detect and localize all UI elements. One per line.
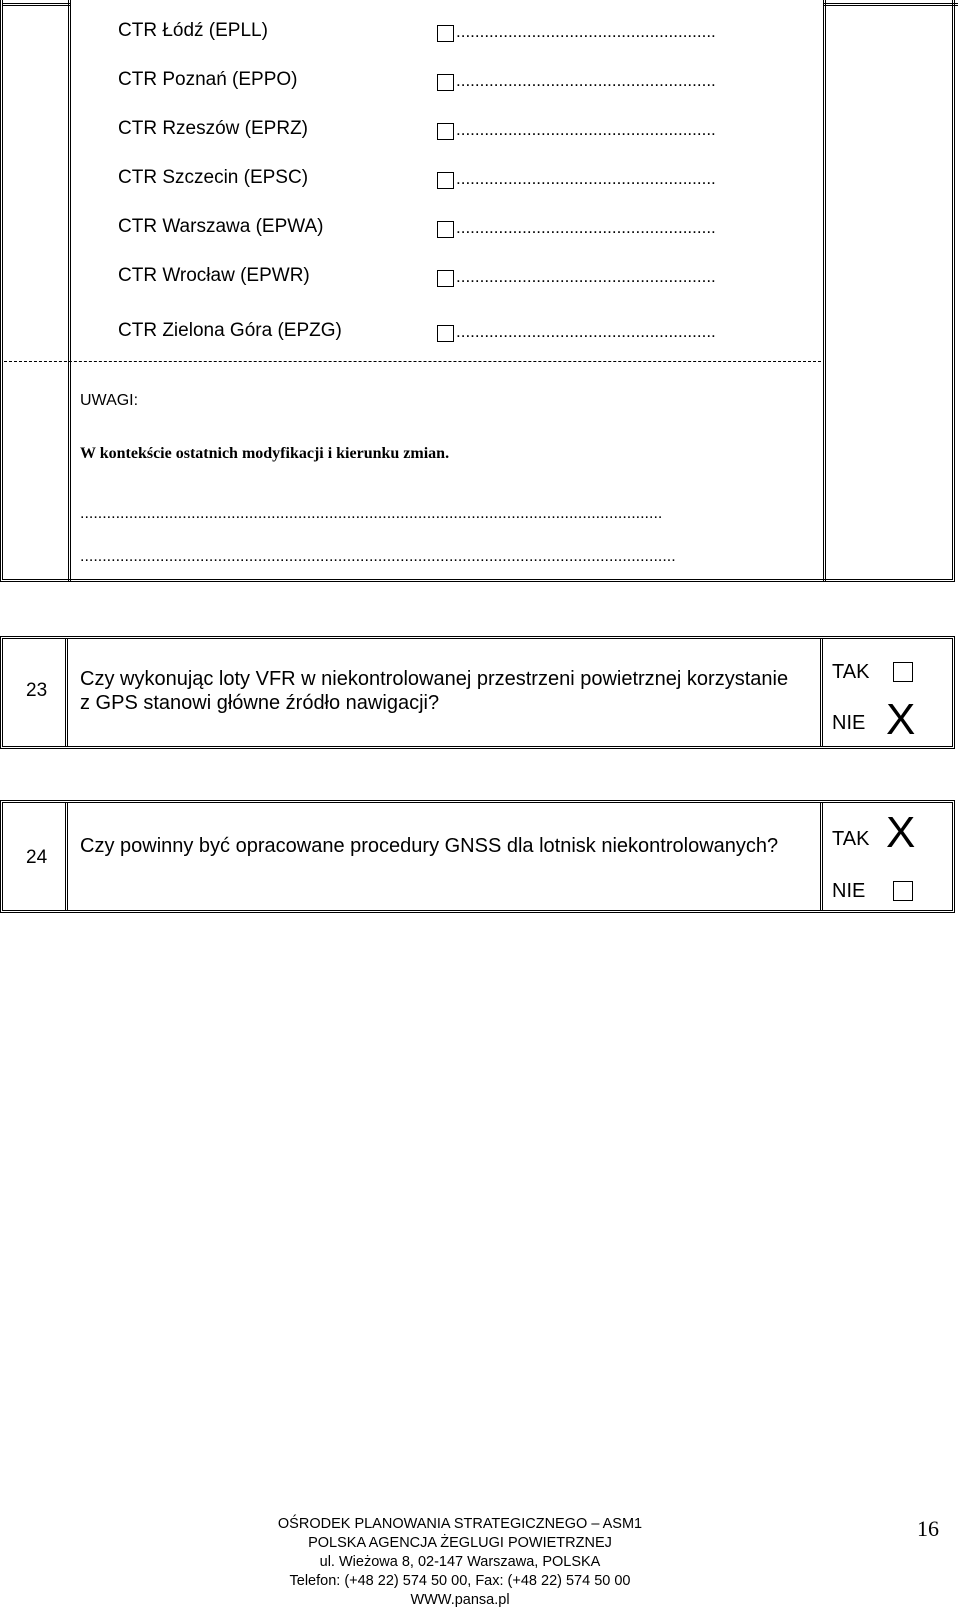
- footer-website[interactable]: WWW.pansa.pl: [410, 1592, 510, 1608]
- no-checkbox[interactable]: [893, 881, 913, 901]
- page-number: 16: [917, 1516, 939, 1541]
- yes-label: TAK: [832, 828, 870, 850]
- ctr-option[interactable]: [437, 20, 716, 42]
- answer-dots: .......................................................: [456, 169, 716, 188]
- yes-mark[interactable]: X: [886, 808, 916, 857]
- answer-dots: .......................................................: [456, 71, 716, 90]
- checkbox[interactable]: [437, 270, 454, 287]
- remarks-line-2[interactable]: ......................................................................................................................................: [80, 548, 676, 565]
- footer-phone: Telefon: (+48 22) 574 50 00, Fax: (+48 22) 574 50 00: [289, 1573, 631, 1589]
- no-label: NIE: [832, 712, 866, 734]
- column-divider-right: [820, 803, 823, 910]
- ctr-option[interactable]: [437, 216, 716, 238]
- checkbox[interactable]: [437, 25, 454, 42]
- column-divider-left: [65, 803, 68, 910]
- ctr-option[interactable]: [437, 167, 716, 189]
- no-label: NIE: [832, 880, 866, 902]
- ctr-option[interactable]: [437, 69, 716, 91]
- remarks-comment: W kontekście ostatnich modyfikacji i kierunku zmian.: [80, 445, 450, 462]
- remarks-heading: UWAGI:: [80, 392, 139, 409]
- yes-label: TAK: [832, 661, 870, 683]
- checkbox[interactable]: [437, 74, 454, 91]
- yes-checkbox[interactable]: [893, 662, 913, 682]
- checkbox[interactable]: [437, 325, 454, 342]
- footer: [250, 1515, 670, 1610]
- question-number: 23: [26, 680, 48, 701]
- ctr-option[interactable]: [437, 265, 716, 287]
- column-divider-left: [65, 639, 68, 746]
- footer-agency: POLSKA AGENCJA ŻEGLUGI POWIETRZNEJ: [308, 1535, 612, 1551]
- column-divider-right: [820, 639, 823, 746]
- answer-dots: .......................................................: [456, 267, 716, 286]
- ctr-label: CTR Zielona Góra (EPZG): [118, 320, 342, 341]
- answer-dots: .......................................................: [456, 218, 716, 237]
- answer-dots: .......................................................: [456, 322, 716, 341]
- ctr-label: CTR Poznań (EPPO): [118, 69, 298, 90]
- column-divider-right: [823, 0, 826, 582]
- ctr-label: CTR Warszawa (EPWA): [118, 216, 324, 237]
- question-number: 24: [26, 847, 48, 868]
- ctr-label: CTR Łódź (EPLL): [118, 20, 268, 41]
- column-divider-left: [68, 0, 71, 582]
- top-border-right: [823, 3, 958, 6]
- ctr-label: CTR Wrocław (EPWR): [118, 265, 310, 286]
- question-text: Czy wykonując loty VFR w niekontrolowanej przestrzeni powietrznej korzystanie z GPS stanowi główne źródło nawigacji?: [80, 668, 789, 714]
- ctr-label: CTR Szczecin (EPSC): [118, 167, 309, 188]
- checkbox[interactable]: [437, 123, 454, 140]
- question-text: Czy powinny być opracowane procedury GNSS dla lotnisk niekontrolowanych?: [80, 835, 779, 857]
- ctr-option[interactable]: [437, 118, 716, 140]
- top-border-left: [3, 3, 71, 6]
- footer-org: OŚRODEK PLANOWANIA STRATEGICZNEGO – ASM1: [277, 1516, 643, 1532]
- checkbox[interactable]: [437, 172, 454, 189]
- answer-dots: .......................................................: [456, 22, 716, 41]
- remarks-line-1[interactable]: ...................................................................................................................................: [80, 505, 663, 522]
- ctr-option[interactable]: [437, 320, 716, 342]
- dashed-divider: [4, 361, 821, 362]
- answer-dots: .......................................................: [456, 120, 716, 139]
- footer-address: ul. Wieżowa 8, 02-147 Warszawa, POLSKA: [319, 1554, 601, 1570]
- checkbox[interactable]: [437, 221, 454, 238]
- ctr-label: CTR Rzeszów (EPRZ): [118, 118, 309, 139]
- no-mark[interactable]: X: [886, 695, 916, 744]
